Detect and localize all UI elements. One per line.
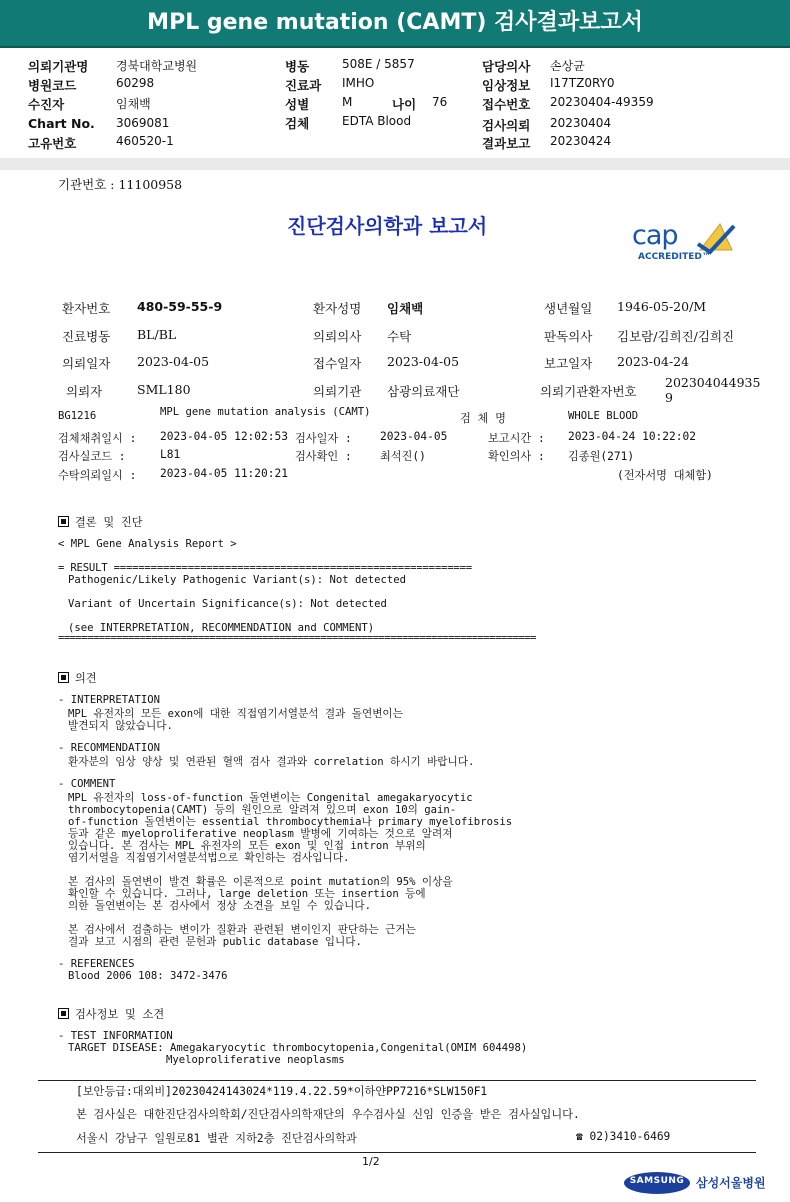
value-clinic-ward: BL/BL bbox=[137, 327, 177, 342]
security-line: [보안등급:대외비]20230424143024*119.4.22.59*이하얀PP7216*SLW150F1 bbox=[76, 1085, 488, 1098]
reference-line: Blood 2006 108: 3472-3476 bbox=[68, 970, 228, 982]
label-birth-date: 생년월일 bbox=[544, 301, 593, 316]
footer-bottom-rule bbox=[38, 1152, 756, 1153]
value-requesting-doctor: 수탁 bbox=[387, 329, 412, 344]
opinion-title bbox=[58, 670, 97, 686]
label-collection-time: 검체채취일시 : bbox=[58, 432, 137, 445]
address-line: 서울시 강남구 일원로81 별관 지하2층 진단검사의학과 bbox=[76, 1132, 357, 1145]
value-confirm-doctor: 김종원(271) bbox=[568, 450, 635, 463]
label-sex: 성별 bbox=[285, 97, 310, 112]
value-chart-no: 3069081 bbox=[116, 116, 170, 130]
label-ward: 병동 bbox=[285, 59, 310, 74]
comment-line: 등과 같은 myeloproliferative neoplasm 발병에 기여하는 것으로 알려져 bbox=[68, 828, 453, 840]
label-clinic-ward: 진료병동 bbox=[62, 329, 111, 344]
value-result-report: 20230424 bbox=[550, 134, 612, 148]
label-institution-patient-no: 의뢰기관환자번호 bbox=[540, 384, 637, 399]
label-requester: 의뢰자 bbox=[66, 384, 103, 399]
comment-line: 의한 돌연변이는 본 검사에서 정상 소견을 보일 수 있습니다. bbox=[68, 900, 372, 912]
comment-line: 확인할 수 있습니다. 그러나, large deletion 또는 insertion 등에 bbox=[68, 888, 426, 900]
label-reading-doctor: 판독의사 bbox=[544, 329, 593, 344]
conclusion-title bbox=[58, 514, 143, 530]
cap-logo-text: cap bbox=[632, 220, 678, 251]
cap-accredited-logo bbox=[630, 220, 740, 266]
label-examinee: 수진자 bbox=[28, 97, 65, 112]
value-specimen-name: WHOLE BLOOD bbox=[568, 410, 639, 422]
label-requesting-institution: 의뢰기관 bbox=[313, 384, 362, 399]
label-patient-no: 환자번호 bbox=[62, 301, 111, 316]
comment-line: 본 검사에서 검출하는 변이가 질환과 관련된 변이인지 판단하는 근거는 bbox=[68, 924, 416, 936]
label-requesting-doctor: 의뢰의사 bbox=[313, 329, 362, 344]
value-test-request: 20230404 bbox=[550, 116, 612, 130]
label-confirm-doctor: 확인의사 : bbox=[488, 450, 545, 463]
value-requesting-institution: 삼광의료재단 bbox=[387, 384, 460, 399]
value-requester: SML180 bbox=[137, 382, 191, 397]
value-report-date: 2023-04-24 bbox=[617, 354, 690, 369]
value-test-confirm: 최석진() bbox=[380, 450, 426, 463]
label-age: 나이 bbox=[392, 97, 417, 112]
value-clinical-info: I17TZ0RY0 bbox=[550, 76, 615, 90]
label-report-time: 보고시간 : bbox=[488, 432, 545, 445]
value-collection-time: 2023-04-05 12:02:53 bbox=[160, 430, 288, 443]
certification-line: 본 검사실은 대한진단검사의학회/진단검사의학재단의 우수검사실 신임 인증을 받은 검사실입니다. bbox=[76, 1108, 580, 1121]
value-institution-patient-no: 202304044935 bbox=[665, 375, 761, 390]
cap-logo-sub: ACCREDITED™ bbox=[638, 252, 711, 262]
value-reading-doctor: 김보람/김희진/김희진 bbox=[617, 329, 735, 344]
label-test-request: 검사의뢰 bbox=[482, 118, 531, 133]
value-test-date: 2023-04-05 bbox=[380, 430, 448, 443]
value-request-date: 2023-04-05 bbox=[137, 354, 210, 369]
target-disease-line: TARGET DISEASE: Amegakaryocytic thrombocytopenia,Congenital(OMIM 604498) bbox=[68, 1042, 528, 1054]
value-receipt-no: 20230404-49359 bbox=[550, 95, 654, 109]
recommendation-title: - RECOMMENDATION bbox=[58, 742, 161, 754]
interpretation-line: 발견되지 않았습니다. bbox=[68, 720, 173, 732]
info-title bbox=[58, 1006, 164, 1022]
comment-line: 염기서열을 직접염기서열분석법으로 확인하는 검사입니다. bbox=[68, 852, 350, 864]
opinion-title-text: 의견 bbox=[75, 672, 97, 685]
esign-note: (전자서명 대체함) bbox=[617, 469, 713, 482]
value-patient-no: 480-59-55-9 bbox=[137, 299, 223, 314]
value-report-time: 2023-04-24 10:22:02 bbox=[568, 430, 696, 443]
label-request-date: 의뢰일자 bbox=[62, 356, 111, 371]
value-patient-name: 임채백 bbox=[387, 301, 424, 316]
label-lab-code: 검사실코드 : bbox=[58, 450, 126, 463]
label-clinical-info: 임상정보 bbox=[482, 78, 531, 93]
conclusion-title-text: 결론 및 진단 bbox=[75, 516, 143, 529]
report-title: MPL gene mutation (CAMT) 검사결과보고서 bbox=[0, 0, 790, 46]
value-institution-patient-no-wrap: 9 bbox=[665, 390, 673, 405]
test-code: BG1216 bbox=[58, 410, 97, 422]
label-receipt-date: 접수일자 bbox=[313, 356, 362, 371]
comment-line: 있습니다. 본 검사는 MPL 유전자의 모든 exon 및 인접 intron 부위의 bbox=[68, 840, 426, 852]
report-label: < MPL Gene Analysis Report > bbox=[58, 538, 237, 550]
hospital-name: 삼성서울병원 bbox=[696, 1176, 766, 1190]
label-report-date: 보고일자 bbox=[544, 356, 593, 371]
interpretation-line: MPL 유전자의 모든 exon에 대한 직접염기서열분석 결과 돌연변이는 bbox=[68, 708, 403, 720]
label-department: 진료과 bbox=[285, 78, 322, 93]
info-title-text: 검사정보 및 소견 bbox=[75, 1008, 165, 1021]
section-bullet-icon bbox=[58, 516, 69, 527]
org-number: 기관번호 : 11100958 bbox=[58, 177, 183, 192]
recommendation-line: 환자분의 임상 양상 및 연관된 혈액 검사 결과와 correlation 하시기 바랍니다. bbox=[68, 756, 475, 768]
value-department: IMHO bbox=[342, 76, 375, 90]
label-consign-time: 수탁의뢰일시 : bbox=[58, 469, 137, 482]
value-unique-no: 460520-1 bbox=[116, 134, 174, 148]
value-lab-code: L81 bbox=[160, 448, 181, 461]
value-examinee: 임채백 bbox=[116, 97, 151, 111]
page-number: 1/2 bbox=[362, 1155, 380, 1168]
comment-line: thrombocytopenia(CAMT) 등의 원인으로 알려져 있으며 exon 10의 gain- bbox=[68, 804, 457, 816]
section-bullet-icon bbox=[58, 1008, 69, 1019]
result-footer: ================================================================================== bbox=[58, 632, 536, 644]
samsung-logo bbox=[624, 1172, 690, 1194]
comment-line: MPL 유전자의 loss-of-function 돌연변이는 Congenital amegakaryocytic bbox=[68, 792, 473, 804]
report-heading: 진단검사의학과 보고서 bbox=[287, 214, 488, 238]
value-age: 76 bbox=[432, 95, 448, 109]
label-unique-no: 고유번호 bbox=[28, 136, 77, 151]
phone-line: ☎ 02)3410-6469 bbox=[576, 1130, 671, 1143]
label-hospital-code: 병원코드 bbox=[28, 78, 77, 93]
interpretation-title: - INTERPRETATION bbox=[58, 694, 161, 706]
comment-line: 본 검사의 돌연변이 발견 확률은 이론적으로 point mutation의 95% 이상을 bbox=[68, 876, 453, 888]
label-specimen: 검체 bbox=[285, 116, 310, 131]
label-patient-name: 환자성명 bbox=[313, 301, 362, 316]
comment-title: - COMMENT bbox=[58, 778, 116, 790]
label-chart-no: Chart No. bbox=[28, 116, 95, 131]
comment-line: 결과 보고 시점의 관련 문헌과 public database 입니다. bbox=[68, 936, 362, 948]
result-header: = RESULT ========================================================== bbox=[58, 562, 472, 574]
label-requesting-org: 의뢰기관명 bbox=[28, 59, 89, 74]
references-title: - REFERENCES bbox=[58, 958, 135, 970]
section-bullet-icon bbox=[58, 672, 69, 683]
label-physician: 담당의사 bbox=[482, 59, 531, 74]
samsung-logo-text: SAMSUNG bbox=[629, 1176, 685, 1186]
result-pathogenic: Pathogenic/Likely Pathogenic Variant(s): Not detected bbox=[68, 574, 407, 586]
label-receipt-no: 접수번호 bbox=[482, 97, 531, 112]
value-sex: M bbox=[342, 95, 353, 109]
result-see-note: (see INTERPRETATION, RECOMMENDATION and COMMENT) bbox=[68, 622, 375, 634]
value-hospital-code: 60298 bbox=[116, 76, 155, 90]
value-receipt-date: 2023-04-05 bbox=[387, 354, 460, 369]
result-vus: Variant of Uncertain Significance(s): Not detected bbox=[68, 598, 387, 610]
test-information-title: - TEST INFORMATION bbox=[58, 1030, 173, 1042]
footer-top-rule bbox=[38, 1080, 756, 1081]
label-test-confirm: 검사확인 : bbox=[295, 450, 352, 463]
label-specimen-name: 검 체 명 bbox=[460, 412, 506, 425]
value-requesting-org: 경북대학교병원 bbox=[116, 59, 198, 73]
value-consign-time: 2023-04-05 11:20:21 bbox=[160, 467, 288, 480]
label-test-date: 검사일자 : bbox=[295, 432, 352, 445]
target-disease-line: Myeloproliferative neoplasms bbox=[166, 1054, 345, 1066]
title-underline bbox=[0, 46, 790, 48]
value-physician: 손상균 bbox=[550, 59, 585, 73]
test-name: MPL gene mutation analysis (CAMT) bbox=[160, 406, 371, 418]
value-birth-date: 1946-05-20/M bbox=[617, 299, 707, 314]
comment-line: of-function 돌연변이는 essential thrombocythemia나 primary myelofibrosis bbox=[68, 816, 513, 828]
label-result-report: 결과보고 bbox=[482, 136, 531, 151]
value-specimen: EDTA Blood bbox=[342, 114, 412, 128]
header-separator bbox=[0, 158, 790, 170]
value-ward: 508E / 5857 bbox=[342, 57, 415, 71]
